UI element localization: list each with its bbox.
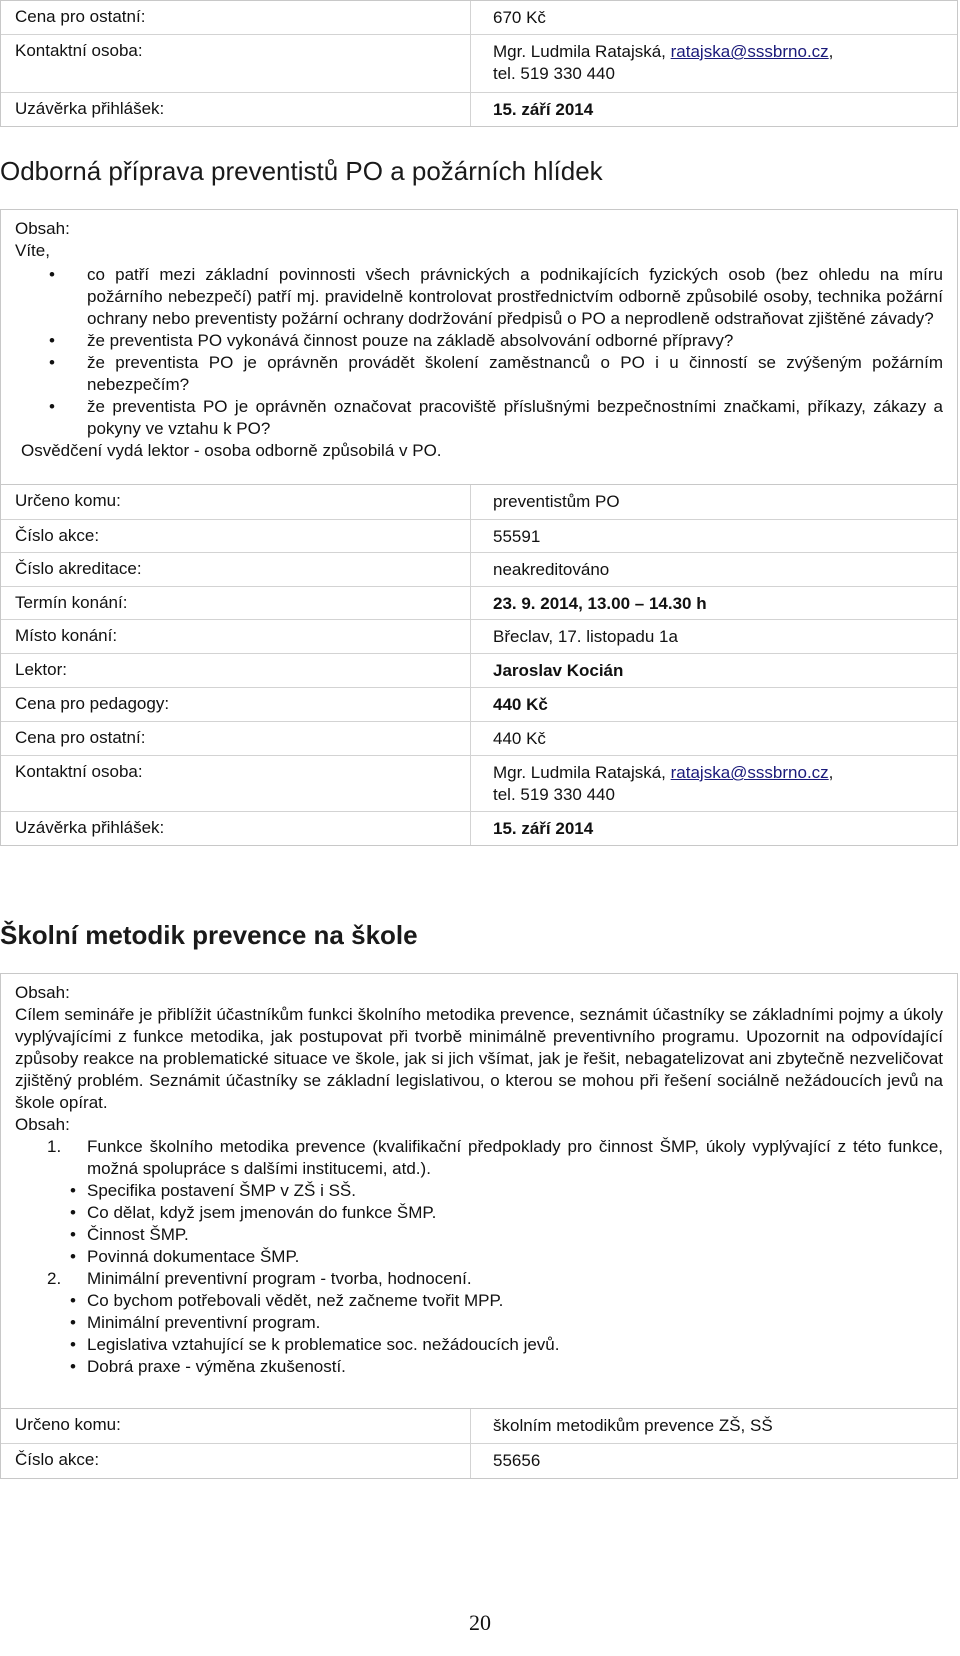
list-item: • že preventista PO je oprávněn označovat pracoviště příslušnými bezpečnostními značkami, příkazy, zákazy a pokyny ve vztahu k PO?: [87, 396, 943, 440]
list-item: • Činnost ŠMP.: [87, 1224, 943, 1246]
detail-value: preventistům PO: [493, 492, 620, 511]
detail-value: 440 Kč: [493, 729, 546, 748]
detail-row-audience: [1, 1409, 957, 1444]
course-title: Odborná příprava preventistů PO a požárních hlídek: [0, 156, 603, 186]
details-table: [0, 1408, 958, 1479]
detail-row-deadline: [1, 93, 957, 126]
detail-label: Uzávěrka přihlášek:: [1, 93, 471, 126]
detail-label: Určeno komu:: [1, 1409, 471, 1443]
list-item: • Minimální preventivní program.: [87, 1312, 943, 1334]
list-item: • Dobrá praxe - výměna zkušeností.: [87, 1356, 943, 1378]
detail-row-audience: [1, 485, 957, 520]
list-item: • co patří mezi základní povinnosti všech právnických a podnikajících fyzických osob (bez ohledu na míru požárního nebezpečí) patří mj. pravidelně kontrolovat prostřednictvím odborně způsobilé osoby, technika požární ochrany nebo preventisty požární ochrany dodržování předpisů o PO a neprodleně odstraňovat zjištěné závady?: [87, 264, 943, 330]
detail-value: Jaroslav Kocián: [493, 661, 624, 680]
detail-label: Číslo akce:: [1, 1444, 471, 1478]
subtopic-list: [87, 1180, 943, 1268]
detail-value: Břeclav, 17. listopadu 1a: [493, 627, 678, 646]
detail-label: Lektor:: [1, 654, 471, 687]
item-text: Minimální preventivní program - tvorba, hodnocení.: [87, 1269, 472, 1288]
list-item: [47, 1136, 943, 1268]
detail-label: Číslo akce:: [1, 520, 471, 552]
detail-label: Určeno komu:: [1, 485, 471, 519]
page-number: 20: [469, 1610, 491, 1635]
detail-label: Cena pro ostatní:: [1, 722, 471, 755]
list-item: • Legislativa vztahující se k problematice soc. nežádoucích jevů.: [87, 1334, 943, 1356]
content-label: Obsah:: [15, 983, 70, 1002]
contact-phone: tel. 519 330 440: [493, 785, 615, 804]
list-item: • že preventista PO je oprávněn provádět školení zaměstnanců o PO i u činností se zvýšeným požárním nebezpečím?: [87, 352, 943, 396]
detail-row-action-number: [1, 520, 957, 553]
detail-label: Cena pro pedagogy:: [1, 688, 471, 721]
detail-value: neakreditováno: [493, 560, 610, 579]
detail-row-lecturer: [1, 654, 957, 688]
content-label: Obsah:: [15, 1115, 70, 1134]
detail-label: Místo konání:: [1, 620, 471, 653]
contact-phone: tel. 519 330 440: [493, 64, 615, 83]
contact-comma: ,: [828, 42, 834, 61]
contact-name: Mgr. Ludmila Ratajská,: [493, 763, 671, 782]
course-title: Školní metodik prevence na škole: [0, 920, 418, 950]
detail-row-accreditation: [1, 553, 957, 587]
detail-value: 23. 9. 2014, 13.00 – 14.30 h: [493, 594, 707, 613]
list-item: • Specifika postavení ŠMP v ZŠ i SŠ.: [87, 1180, 943, 1202]
topic-list: [15, 1136, 943, 1378]
certificate-note: Osvědčení vydá lektor - osoba odborně způsobilá v PO.: [21, 441, 442, 460]
detail-value: 440 Kč: [493, 695, 548, 714]
course-content: [0, 973, 958, 1409]
email-link[interactable]: ratajska@sssbrno.cz: [670, 42, 829, 61]
detail-value: 55591: [493, 527, 541, 546]
detail-value-contact: [471, 35, 957, 92]
detail-row-contact: [1, 756, 957, 812]
detail-label: Uzávěrka přihlášek:: [1, 812, 471, 845]
detail-label: Cena pro ostatní:: [1, 1, 471, 34]
subtopic-list: [87, 1290, 943, 1378]
course-content: [0, 209, 958, 485]
detail-label: Termín konání:: [1, 587, 471, 619]
item-text: Funkce školního metodika prevence (kvalifikační předpoklady pro činnost ŠMP, úkoly vyplývající z této funkce, možná spolupráce s dalšími institucemi, atd.).: [87, 1137, 943, 1178]
detail-value: školním metodikům prevence ZŠ, SŠ: [493, 1416, 773, 1435]
detail-row-price-other: [1, 1, 957, 35]
content-intro: Cílem semináře je přiblížit účastníkům funkci školního metodika prevence, seznámit účastníky se základními pojmy a úkoly vyplývajícími z funkce metodika, jak postupovat při tvorbě minimálně preventivního programu. Upozornit na odpovídající způsoby reakce na problematické situace ve škole, jak si jich všímat, jak je řešit, nebagatelizovat ani zbytečně nezveličovat zjištěný problém. Seznámit účastníky se základní legislativou, o kterou se mohou při řešení sociálně nežádoucích jevů na škole opírat.: [15, 1005, 943, 1112]
list-item: • Co dělat, když jsem jmenován do funkce ŠMP.: [87, 1202, 943, 1224]
detail-row-action-number: [1, 1444, 957, 1478]
detail-row-price-other: [1, 722, 957, 756]
detail-row-date: [1, 587, 957, 620]
detail-label: Kontaktní osoba:: [1, 35, 471, 92]
detail-label: Číslo akreditace:: [1, 553, 471, 586]
item-number: 1.: [47, 1137, 62, 1156]
item-number: 2.: [47, 1269, 62, 1288]
detail-value: 15. září 2014: [493, 819, 594, 838]
detail-value: 55656: [493, 1451, 541, 1470]
content-intro: Víte,: [15, 241, 50, 260]
details-table-previous: [0, 0, 958, 127]
list-item: • Co bychom potřebovali vědět, než začneme tvořit MPP.: [87, 1290, 943, 1312]
content-label: Obsah:: [15, 219, 70, 238]
detail-value: 670 Kč: [493, 8, 546, 27]
email-link[interactable]: ratajska@sssbrno.cz: [670, 763, 829, 782]
detail-row-contact: [1, 35, 957, 93]
list-item: • Povinná dokumentace ŠMP.: [87, 1246, 943, 1268]
detail-row-place: [1, 620, 957, 654]
detail-value: 15. září 2014: [493, 100, 594, 119]
contact-comma: ,: [828, 763, 834, 782]
content-bullet-list: [15, 264, 943, 440]
details-table: [0, 484, 958, 846]
detail-row-deadline: [1, 812, 957, 845]
detail-value-contact: [471, 756, 957, 811]
list-item: [47, 1268, 943, 1378]
detail-label: Kontaktní osoba:: [1, 756, 471, 811]
contact-name: Mgr. Ludmila Ratajská,: [493, 42, 671, 61]
detail-row-price-teachers: [1, 688, 957, 722]
list-item: • že preventista PO vykonává činnost pouze na základě absolvování odborné přípravy?: [87, 330, 943, 352]
